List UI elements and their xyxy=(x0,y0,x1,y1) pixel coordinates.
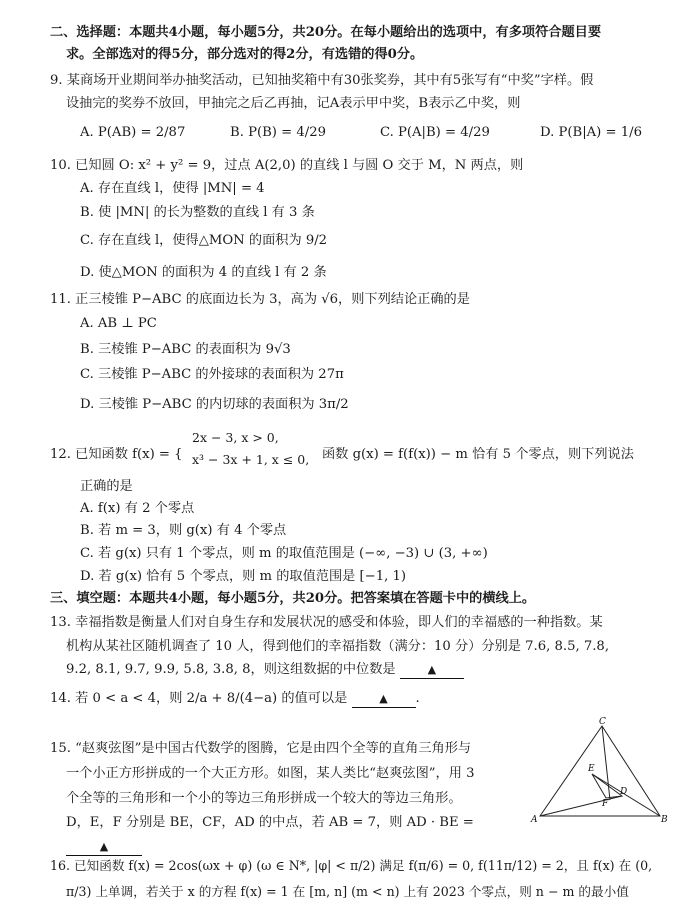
q11-option-a: A. AB ⊥ PC xyxy=(80,316,157,331)
inner-triangle xyxy=(592,774,622,798)
q11-option-b: B. 三棱锥 P−ABC 的表面积为 9√3 xyxy=(80,342,291,357)
q11-option-c: C. 三棱锥 P−ABC 的外接球的表面积为 27π xyxy=(80,367,344,382)
q15-line2: 一个小正方形拼成的一个大正方形。如图，某人类比“赵爽弦图”，用 3 xyxy=(66,766,475,781)
q13-answer-blank[interactable] xyxy=(400,661,464,679)
q13-line2: 机构从某社区随机调查了 10 人，得到他们的幸福指数（满分：10 分）分别是 7.6, 8.5, 7.8, xyxy=(66,639,610,654)
zhao-shuang-triangle-figure xyxy=(530,716,670,826)
q11-option-d: D. 三棱锥 P−ABC 的内切球的表面积为 3π/2 xyxy=(80,397,349,412)
q13-line3 xyxy=(66,661,464,679)
q12-line2: 正确的是 xyxy=(80,479,133,494)
label-e: E xyxy=(588,764,595,774)
q9-line1: 9. 某商场开业期间举办抽奖活动，已知抽奖箱中有30张奖券，其中有5张写有“中奖”字样。假 xyxy=(50,73,594,88)
q10-option-d: D. 使△MON 的面积为 4 的直线 l 有 2 条 xyxy=(80,265,327,280)
q14-line: 14. 若 0 < a < 4，则 2/a + 8/(4−a) 的值可以是 ▲ . xyxy=(50,690,420,708)
q12-stem-left: 12. 已知函数 f(x) = { xyxy=(50,447,183,462)
q10-option-b: B. 使 |MN| 的长为整数的直线 l 有 3 条 xyxy=(80,205,315,220)
q9-option-a: A. P(AB) = 2/87 xyxy=(80,125,186,140)
q12-option-d: D. 若 g(x) 恰有 5 个零点，则 m 的取值范围是 [−1, 1) xyxy=(80,569,407,584)
q12-option-c: C. 若 g(x) 只有 1 个零点，则 m 的取值范围是 (−∞, −3) ∪ (3, +∞) xyxy=(80,546,488,561)
q15-line4: D，E，F 分别是 BE，CF，AD 的中点，若 AB = 7，则 AD · BE = xyxy=(66,815,474,830)
label-b: B xyxy=(661,815,668,825)
q13-line3-text: 9.2, 8.1, 9.7, 9.9, 5.8, 3.8, 8，则这组数据的中位数是 xyxy=(66,662,396,677)
label-c: C xyxy=(599,717,606,727)
q10-stem: 10. 已知圆 O: x² + y² = 9，过点 A(2,0) 的直线 l 与圆 O 交于 M，N 两点，则 xyxy=(50,158,524,173)
q16-line1: 16. 已知函数 f(x) = 2cos(ωx + φ) (ω ∈ N*, |φ| < π/2) 满足 f(π/6) = 0, f(11π/12) = 2，且 f(x) 在 (0, xyxy=(50,858,653,873)
answer-triangle-icon: ▲ xyxy=(427,663,437,676)
label-d: D xyxy=(620,787,628,797)
q12-option-a: A. f(x) 有 2 个零点 xyxy=(80,501,195,516)
q10-option-a: A. 存在直线 l，使得 |MN| = 4 xyxy=(80,181,265,196)
q15-line5 xyxy=(66,838,142,856)
q11-stem: 11. 正三棱锥 P−ABC 的底面边长为 3，高为 √6，则下列结论正确的是 xyxy=(50,292,470,307)
section2-header-line2: 求。全部选对的得5分，部分选对的得2分，有选错的得0分。 xyxy=(66,47,424,62)
section3-header: 三、填空题：本题共4小题，每小题5分，共20分。把答案填在答题卡中的横线上。 xyxy=(50,591,536,606)
q16-line2: π/3) 上单调，若关于 x 的方程 f(x) = 1 在 [m, n] (m < n) 上有 2023 个零点，则 n − m 的最小值 xyxy=(66,884,629,899)
label-a: A xyxy=(531,815,538,825)
q14-text: 14. 若 0 < a < 4，则 2/a + 8/(4−a) 的值可以是 xyxy=(50,691,348,706)
q12-stem-right: 函数 g(x) = f(f(x)) − m 恰有 5 个零点，则下列说法 xyxy=(322,447,634,462)
q9-options xyxy=(80,124,670,141)
q12-case1: 2x − 3, x > 0, xyxy=(192,430,279,445)
q10-option-c: C. 存在直线 l，使得△MON 的面积为 9/2 xyxy=(80,233,328,248)
q15-line3: 个全等的三角形和一个小的等边三角形拼成一个较大的等边三角形。 xyxy=(66,791,462,806)
q15-line1: 15. “赵爽弦图”是中国古代数学的图腾，它是由四个全等的直角三角形与 xyxy=(50,741,472,756)
answer-triangle-icon: ▲ xyxy=(379,692,388,705)
q9-line2: 设抽完的奖券不放回，甲抽完之后乙再抽，记A表示甲中奖，B表示乙中奖，则 xyxy=(66,96,521,111)
q9-option-d: D. P(B|A) = 1/6 xyxy=(540,125,642,140)
q14-answer-blank[interactable] xyxy=(352,690,416,708)
q13-line1: 13. 幸福指数是衡量人们对自身生存和发展状况的感受和体验，即人们的幸福感的一种指数。某 xyxy=(50,615,603,630)
q15-answer-blank[interactable] xyxy=(66,838,142,856)
answer-triangle-icon: ▲ xyxy=(99,840,109,853)
q9-option-b: B. P(B) = 4/29 xyxy=(230,125,326,140)
label-f: F xyxy=(602,799,609,809)
outer-triangle xyxy=(540,726,660,816)
q12-option-b: B. 若 m = 3，则 g(x) 有 4 个零点 xyxy=(80,523,287,538)
section2-header-line1: 二、选择题：本题共4小题，每小题5分，共20分。在每小题给出的选项中，有多项符合题目要 xyxy=(50,25,602,40)
q9-option-c: C. P(A|B) = 4/29 xyxy=(380,125,490,140)
q12-case2: x³ − 3x + 1, x ≤ 0, xyxy=(192,452,310,467)
